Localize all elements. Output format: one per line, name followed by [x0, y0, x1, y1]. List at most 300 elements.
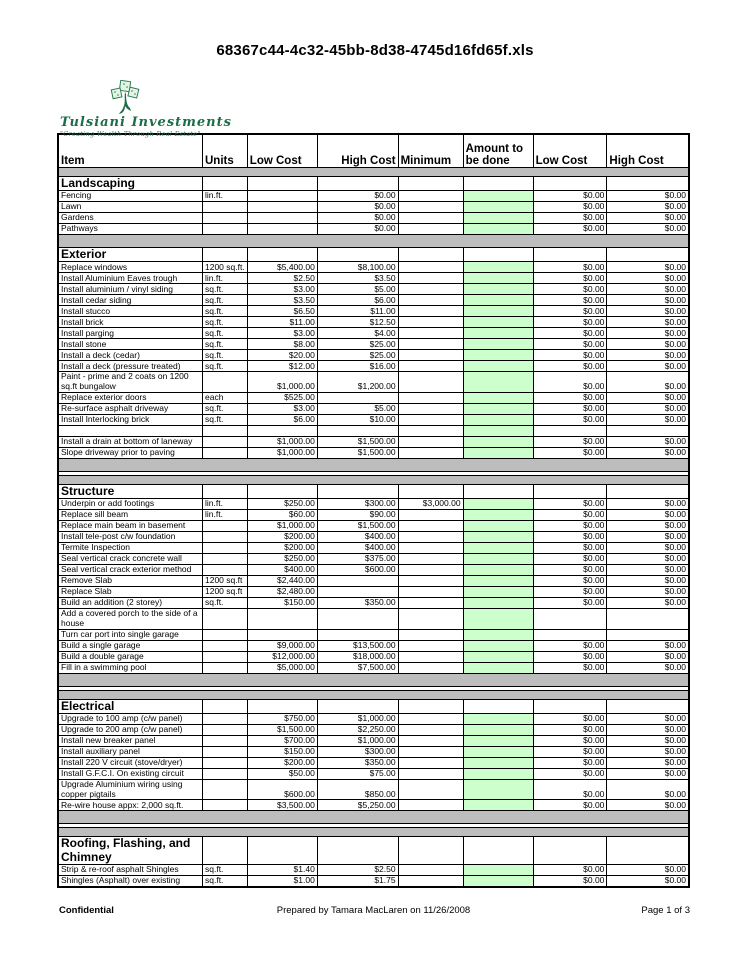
- table-row: [58, 746, 689, 757]
- low2-cell: $0.00: [533, 735, 607, 746]
- low-cell: $12,000.00: [247, 651, 317, 662]
- min-cell: $3,000.00: [398, 499, 463, 510]
- section-title: Exterior: [58, 248, 203, 262]
- amount-cell: [463, 392, 533, 403]
- amount-cell: [463, 403, 533, 414]
- low-cell: $1,000.00: [247, 372, 317, 393]
- item-cell: Gardens: [58, 213, 203, 224]
- separator-cell: [58, 458, 689, 471]
- item-cell: Replace main beam in basement: [58, 521, 203, 532]
- high-cell: $12.50: [317, 317, 398, 328]
- high-cell: $300.00: [317, 499, 398, 510]
- page-footer: [57, 905, 690, 916]
- table-row: [58, 864, 689, 875]
- low2-cell: $0.00: [533, 224, 607, 235]
- high2-cell: $0.00: [607, 361, 689, 372]
- high2-cell: $0.00: [607, 768, 689, 779]
- low2-cell: $0.00: [533, 295, 607, 306]
- amount-cell: [463, 202, 533, 213]
- units-cell: [203, 202, 248, 213]
- amount-cell: [463, 543, 533, 554]
- units-cell: sq.ft.: [203, 350, 248, 361]
- table-row: [58, 284, 689, 295]
- item-cell: Install stone: [58, 339, 203, 350]
- separator-row: [58, 458, 689, 471]
- high2-cell: $0.00: [607, 576, 689, 587]
- min-cell: [398, 875, 463, 887]
- low-cell: [247, 224, 317, 235]
- empty-cell: [533, 837, 607, 864]
- table-row: [58, 447, 689, 458]
- min-cell: [398, 800, 463, 811]
- cost-estimate-table: [57, 133, 690, 888]
- min-cell: [398, 414, 463, 425]
- low-cell: $700.00: [247, 735, 317, 746]
- table-row: [58, 436, 689, 447]
- table-row: [58, 651, 689, 662]
- amount-cell: [463, 864, 533, 875]
- section-title-row: [58, 248, 689, 262]
- low2-cell: $0.00: [533, 436, 607, 447]
- low-cell: $600.00: [247, 779, 317, 800]
- low-cell: $200.00: [247, 543, 317, 554]
- low-cell: $1,000.00: [247, 447, 317, 458]
- units-cell: [203, 629, 248, 640]
- low-cell: $400.00: [247, 565, 317, 576]
- company-name: Tulsiani Investments: [60, 115, 232, 130]
- high-cell: $25.00: [317, 350, 398, 361]
- item-cell: Paint - prime and 2 coats on 1200 sq.ft bungalow: [58, 372, 203, 393]
- item-cell: Upgrade to 100 amp (c/w panel): [58, 713, 203, 724]
- low-cell: $6.00: [247, 414, 317, 425]
- units-cell: [203, 543, 248, 554]
- high-cell: $4.00: [317, 328, 398, 339]
- high2-cell: [607, 609, 689, 630]
- table-row: [58, 768, 689, 779]
- units-cell: [203, 735, 248, 746]
- high-cell: $90.00: [317, 510, 398, 521]
- high-cell: [317, 609, 398, 630]
- low-cell: $525.00: [247, 392, 317, 403]
- low2-cell: $0.00: [533, 587, 607, 598]
- amount-cell: [463, 328, 533, 339]
- low2-cell: $0.00: [533, 521, 607, 532]
- low2-cell: $0.00: [533, 713, 607, 724]
- units-cell: 1200 sq.ft: [203, 576, 248, 587]
- col-header-high-cost-2: High Cost: [607, 134, 689, 168]
- amount-cell: [463, 284, 533, 295]
- item-cell: Add a covered porch to the side of a house: [58, 609, 203, 630]
- item-cell: Install brick: [58, 317, 203, 328]
- high-cell: [317, 425, 398, 436]
- separator-row: [58, 235, 689, 248]
- min-cell: [398, 864, 463, 875]
- units-cell: [203, 779, 248, 800]
- document-title: 68367c44-4c32-45bb-8d38-4745d16fd65f.xls: [216, 42, 534, 59]
- empty-cell: [203, 699, 248, 713]
- min-cell: [398, 662, 463, 673]
- high-cell: $3.50: [317, 273, 398, 284]
- empty-cell: [203, 248, 248, 262]
- amount-cell: [463, 372, 533, 393]
- min-cell: [398, 609, 463, 630]
- high2-cell: $0.00: [607, 372, 689, 393]
- units-cell: [203, 532, 248, 543]
- separator-cell: [58, 475, 689, 484]
- empty-cell: [607, 699, 689, 713]
- item-cell: Install G.F.C.I. On existing circuit: [58, 768, 203, 779]
- high-cell: $1,000.00: [317, 713, 398, 724]
- amount-cell: [463, 713, 533, 724]
- low-cell: $2.50: [247, 273, 317, 284]
- low-cell: $12.00: [247, 361, 317, 372]
- high2-cell: $0.00: [607, 554, 689, 565]
- high-cell: $350.00: [317, 598, 398, 609]
- item-cell: Install tele-post c/w foundation: [58, 532, 203, 543]
- units-cell: sq.ft.: [203, 361, 248, 372]
- item-cell: Build a single garage: [58, 640, 203, 651]
- low-cell: $11.00: [247, 317, 317, 328]
- empty-cell: [247, 177, 317, 191]
- empty-cell: [533, 699, 607, 713]
- item-cell: Replace Slab: [58, 587, 203, 598]
- high2-cell: $0.00: [607, 414, 689, 425]
- amount-cell: [463, 339, 533, 350]
- low2-cell: [533, 629, 607, 640]
- low-cell: $8.00: [247, 339, 317, 350]
- empty-cell: [398, 177, 463, 191]
- table-row: [58, 317, 689, 328]
- item-cell: Fill in a swimming pool: [58, 662, 203, 673]
- units-cell: sq.ft.: [203, 295, 248, 306]
- low2-cell: $0.00: [533, 284, 607, 295]
- amount-cell: [463, 361, 533, 372]
- units-cell: sq.ft.: [203, 328, 248, 339]
- min-cell: [398, 746, 463, 757]
- units-cell: sq.ft.: [203, 403, 248, 414]
- high-cell: [317, 576, 398, 587]
- high2-cell: $0.00: [607, 662, 689, 673]
- high2-cell: $0.00: [607, 724, 689, 735]
- high2-cell: $0.00: [607, 598, 689, 609]
- high-cell: $400.00: [317, 532, 398, 543]
- min-cell: [398, 554, 463, 565]
- table-row: [58, 361, 689, 372]
- units-cell: [203, 800, 248, 811]
- confidential-label: Confidential: [59, 905, 114, 916]
- amount-cell: [463, 800, 533, 811]
- empty-cell: [463, 177, 533, 191]
- low2-cell: $0.00: [533, 746, 607, 757]
- high2-cell: $0.00: [607, 640, 689, 651]
- amount-cell: [463, 746, 533, 757]
- low-cell: $200.00: [247, 757, 317, 768]
- low-cell: $1.00: [247, 875, 317, 887]
- separator-row: [58, 828, 689, 837]
- high2-cell: $0.00: [607, 224, 689, 235]
- low2-cell: $0.00: [533, 202, 607, 213]
- amount-cell: [463, 554, 533, 565]
- table-row: [58, 640, 689, 651]
- amount-cell: [463, 724, 533, 735]
- item-cell: Slope driveway prior to paving: [58, 447, 203, 458]
- low2-cell: $0.00: [533, 598, 607, 609]
- item-cell: Install Aluminium Eaves trough: [58, 273, 203, 284]
- company-logo: [60, 80, 310, 138]
- low2-cell: $0.00: [533, 350, 607, 361]
- low-cell: $150.00: [247, 598, 317, 609]
- high-cell: $1,000.00: [317, 735, 398, 746]
- amount-cell: [463, 598, 533, 609]
- low-cell: $1,000.00: [247, 436, 317, 447]
- amount-cell: [463, 436, 533, 447]
- section-title: Structure: [58, 484, 203, 498]
- high-cell: $0.00: [317, 213, 398, 224]
- high2-cell: $0.00: [607, 651, 689, 662]
- amount-cell: [463, 425, 533, 436]
- amount-cell: [463, 447, 533, 458]
- high-cell: $0.00: [317, 191, 398, 202]
- table-row: [58, 724, 689, 735]
- item-cell: Replace sill beam: [58, 510, 203, 521]
- low-cell: $1,500.00: [247, 724, 317, 735]
- min-cell: [398, 306, 463, 317]
- item-cell: Install a deck (cedar): [58, 350, 203, 361]
- units-cell: [203, 436, 248, 447]
- high-cell: $1.75: [317, 875, 398, 887]
- section-title-row: [58, 484, 689, 498]
- min-cell: [398, 640, 463, 651]
- low2-cell: $0.00: [533, 800, 607, 811]
- units-cell: sq.ft.: [203, 284, 248, 295]
- units-cell: sq.ft.: [203, 864, 248, 875]
- high-cell: $1,200.00: [317, 372, 398, 393]
- table-row: [58, 543, 689, 554]
- amount-cell: [463, 317, 533, 328]
- high2-cell: $0.00: [607, 543, 689, 554]
- table-row: [58, 213, 689, 224]
- table-row: [58, 587, 689, 598]
- low2-cell: $0.00: [533, 447, 607, 458]
- low2-cell: $0.00: [533, 565, 607, 576]
- min-cell: [398, 598, 463, 609]
- empty-cell: [607, 248, 689, 262]
- table-row: [58, 499, 689, 510]
- high2-cell: [607, 425, 689, 436]
- min-cell: [398, 295, 463, 306]
- high2-cell: $0.00: [607, 532, 689, 543]
- item-cell: Termite Inspection: [58, 543, 203, 554]
- units-cell: [203, 372, 248, 393]
- high-cell: $300.00: [317, 746, 398, 757]
- high-cell: [317, 587, 398, 598]
- high-cell: $1,500.00: [317, 521, 398, 532]
- low2-cell: $0.00: [533, 403, 607, 414]
- high-cell: $2.50: [317, 864, 398, 875]
- empty-cell: [463, 837, 533, 864]
- table-row: [58, 191, 689, 202]
- low2-cell: $0.00: [533, 317, 607, 328]
- table-row: [58, 662, 689, 673]
- low2-cell: $0.00: [533, 372, 607, 393]
- section-title-row: [58, 699, 689, 713]
- min-cell: [398, 372, 463, 393]
- empty-cell: [533, 248, 607, 262]
- item-cell: Turn car port into single garage: [58, 629, 203, 640]
- section-title-row: [58, 177, 689, 191]
- units-cell: lin.ft.: [203, 499, 248, 510]
- table-row: [58, 757, 689, 768]
- separator-cell: [58, 690, 689, 699]
- separator-cell: [58, 235, 689, 248]
- high2-cell: $0.00: [607, 284, 689, 295]
- separator-row: [58, 475, 689, 484]
- high2-cell: $0.00: [607, 757, 689, 768]
- min-cell: [398, 724, 463, 735]
- item-cell: Replace windows: [58, 262, 203, 273]
- low2-cell: $0.00: [533, 273, 607, 284]
- empty-cell: [463, 484, 533, 498]
- low2-cell: $0.00: [533, 864, 607, 875]
- item-cell: Remove Slab: [58, 576, 203, 587]
- low2-cell: $0.00: [533, 651, 607, 662]
- low-cell: $6.50: [247, 306, 317, 317]
- min-cell: [398, 202, 463, 213]
- low-cell: $1.40: [247, 864, 317, 875]
- units-cell: [203, 447, 248, 458]
- high-cell: $400.00: [317, 543, 398, 554]
- high2-cell: $0.00: [607, 521, 689, 532]
- item-cell: Seal vertical crack concrete wall: [58, 554, 203, 565]
- amount-cell: [463, 191, 533, 202]
- high-cell: $350.00: [317, 757, 398, 768]
- high2-cell: $0.00: [607, 713, 689, 724]
- low-cell: $20.00: [247, 350, 317, 361]
- high-cell: $13,500.00: [317, 640, 398, 651]
- empty-cell: [317, 248, 398, 262]
- prepared-by-text: Prepared by Tamara MacLaren on 11/26/2008: [276, 905, 471, 916]
- min-cell: [398, 532, 463, 543]
- empty-cell: [607, 177, 689, 191]
- empty-cell: [203, 177, 248, 191]
- high-cell: $11.00: [317, 306, 398, 317]
- item-cell: Install new breaker panel: [58, 735, 203, 746]
- high2-cell: $0.00: [607, 436, 689, 447]
- col-header-low-cost-2: Low Cost: [533, 134, 607, 168]
- min-cell: [398, 262, 463, 273]
- section-title: Electrical: [58, 699, 203, 713]
- table-row: [58, 350, 689, 361]
- empty-cell: [247, 837, 317, 864]
- units-cell: [203, 224, 248, 235]
- empty-cell: [317, 177, 398, 191]
- empty-cell: [398, 699, 463, 713]
- col-header-units: Units: [203, 134, 248, 168]
- units-cell: sq.ft.: [203, 875, 248, 887]
- low-cell: $1,000.00: [247, 521, 317, 532]
- high-cell: [317, 629, 398, 640]
- units-cell: sq.ft.: [203, 306, 248, 317]
- high-cell: $8,100.00: [317, 262, 398, 273]
- high2-cell: $0.00: [607, 779, 689, 800]
- table-row: [58, 425, 689, 436]
- min-cell: [398, 361, 463, 372]
- empty-cell: [463, 248, 533, 262]
- table-row: [58, 598, 689, 609]
- units-cell: [203, 768, 248, 779]
- units-cell: [203, 724, 248, 735]
- min-cell: [398, 350, 463, 361]
- units-cell: sq.ft.: [203, 414, 248, 425]
- high2-cell: $0.00: [607, 306, 689, 317]
- low-cell: [247, 609, 317, 630]
- low2-cell: $0.00: [533, 328, 607, 339]
- low-cell: [247, 629, 317, 640]
- min-cell: [398, 713, 463, 724]
- amount-cell: [463, 587, 533, 598]
- high2-cell: $0.00: [607, 447, 689, 458]
- empty-cell: [398, 484, 463, 498]
- low2-cell: $0.00: [533, 339, 607, 350]
- min-cell: [398, 576, 463, 587]
- table-row: [58, 629, 689, 640]
- low2-cell: $0.00: [533, 213, 607, 224]
- low-cell: $750.00: [247, 713, 317, 724]
- units-cell: sq.ft.: [203, 598, 248, 609]
- min-cell: [398, 779, 463, 800]
- page-number: Page 1 of 3: [641, 905, 690, 916]
- separator-row: [58, 690, 689, 699]
- item-cell: Install a deck (pressure treated): [58, 361, 203, 372]
- table-row: [58, 554, 689, 565]
- low-cell: $9,000.00: [247, 640, 317, 651]
- low2-cell: [533, 609, 607, 630]
- units-cell: [203, 662, 248, 673]
- table-row: [58, 372, 689, 393]
- item-cell: Pathways: [58, 224, 203, 235]
- high-cell: $2,250.00: [317, 724, 398, 735]
- high-cell: [317, 392, 398, 403]
- low-cell: $3,500.00: [247, 800, 317, 811]
- units-cell: sq.ft.: [203, 339, 248, 350]
- amount-cell: [463, 735, 533, 746]
- low2-cell: $0.00: [533, 757, 607, 768]
- item-cell: [58, 425, 203, 436]
- empty-cell: [247, 699, 317, 713]
- table-row: [58, 414, 689, 425]
- min-cell: [398, 224, 463, 235]
- section-title-row: [58, 837, 689, 864]
- item-cell: Upgrade to 200 amp (c/w panel): [58, 724, 203, 735]
- item-cell: Install 220 V circuit (stove/dryer): [58, 757, 203, 768]
- item-cell: Install cedar siding: [58, 295, 203, 306]
- low2-cell: $0.00: [533, 724, 607, 735]
- high-cell: $0.00: [317, 202, 398, 213]
- empty-cell: [607, 484, 689, 498]
- table-row: [58, 532, 689, 543]
- table-row: [58, 403, 689, 414]
- item-cell: Build an addition (2 storey): [58, 598, 203, 609]
- units-cell: [203, 609, 248, 630]
- high2-cell: $0.00: [607, 295, 689, 306]
- low2-cell: $0.00: [533, 576, 607, 587]
- amount-cell: [463, 875, 533, 887]
- high2-cell: $0.00: [607, 864, 689, 875]
- high-cell: $5.00: [317, 284, 398, 295]
- low-cell: $5,400.00: [247, 262, 317, 273]
- separator-cell: [58, 828, 689, 837]
- low-cell: $3.00: [247, 403, 317, 414]
